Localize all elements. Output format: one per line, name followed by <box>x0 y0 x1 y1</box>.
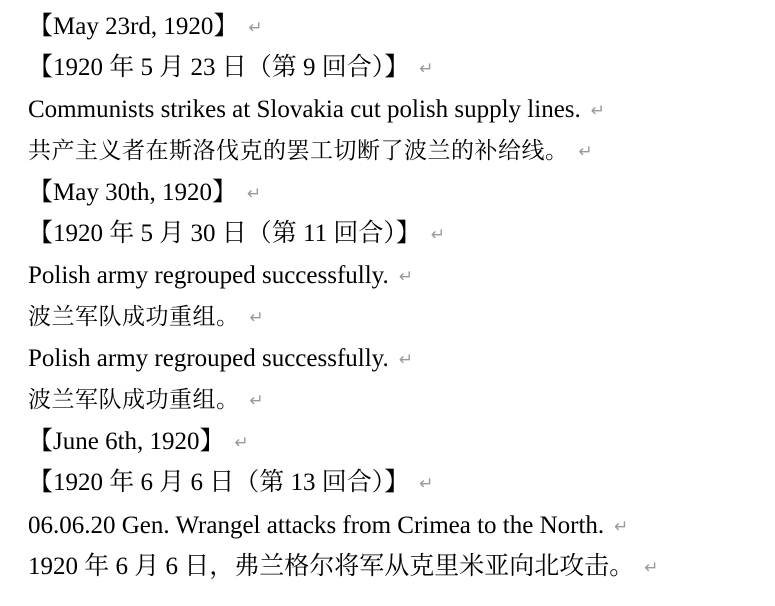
paragraph-mark-icon: ↵ <box>614 517 629 537</box>
line-text: 【May 30th, 1920】 <box>28 179 238 206</box>
date-heading-cn <box>28 48 434 88</box>
date-heading-en <box>28 422 249 462</box>
date-heading-en <box>28 7 263 47</box>
paragraph-mark-icon: ↵ <box>249 391 265 411</box>
event-text-mixed <box>28 547 659 587</box>
paragraph-mark-icon: ↵ <box>248 18 263 38</box>
paragraph-mark-icon: ↵ <box>419 59 434 79</box>
line-text: 【1920 年 5 月 23 日（第 9 回合）】 <box>28 54 410 81</box>
date-heading-cn <box>28 463 434 503</box>
paragraph-mark-icon: ↵ <box>590 101 606 121</box>
event-text-cn <box>28 380 264 420</box>
line-text: 06.06.20 Gen. Wrangel attacks from Crimea to the North. <box>28 512 605 539</box>
line-text: Polish army regrouped successfully. <box>28 345 389 372</box>
line-text: 【1920 年 5 月 30 日（第 11 回合）】 <box>28 220 421 247</box>
date-heading-cn <box>28 214 445 254</box>
line-text: 【June 6th, 1920】 <box>28 428 225 455</box>
line-text: 【1920 年 6 月 6 日（第 13 回合）】 <box>28 469 410 496</box>
line-text: 1920 年 6 月 6 日，弗兰格尔将军从克里米亚向北攻击。 <box>28 553 635 580</box>
paragraph-mark-icon: ↵ <box>398 267 414 287</box>
event-text-cn <box>28 131 593 171</box>
paragraph-mark-icon: ↵ <box>578 142 594 162</box>
date-heading-en <box>28 173 261 213</box>
line-text: 【May 23rd, 1920】 <box>28 13 239 40</box>
paragraph-mark-icon: ↵ <box>430 225 446 245</box>
paragraph-mark-icon: ↵ <box>249 308 265 328</box>
line-text: Communists strikes at Slovakia cut polish supply lines. <box>28 96 581 123</box>
event-text-cn <box>28 297 264 337</box>
line-text: 共产主义者在斯洛伐克的罢工切断了波兰的补给线。 <box>28 138 569 164</box>
event-text-en <box>28 90 605 130</box>
paragraph-mark-icon: ↵ <box>234 433 249 453</box>
event-text-en <box>28 339 413 379</box>
paragraph-mark-icon: ↵ <box>247 184 262 204</box>
event-text-en <box>28 506 628 546</box>
paragraph-mark-icon: ↵ <box>419 474 434 494</box>
paragraph-mark-icon: ↵ <box>644 558 659 578</box>
line-text: 波兰军队成功重组。 <box>28 387 240 413</box>
line-text: Polish army regrouped successfully. <box>28 262 389 289</box>
line-text: 波兰军队成功重组。 <box>28 304 240 330</box>
event-text-en <box>28 256 413 296</box>
paragraph-mark-icon: ↵ <box>398 350 414 370</box>
